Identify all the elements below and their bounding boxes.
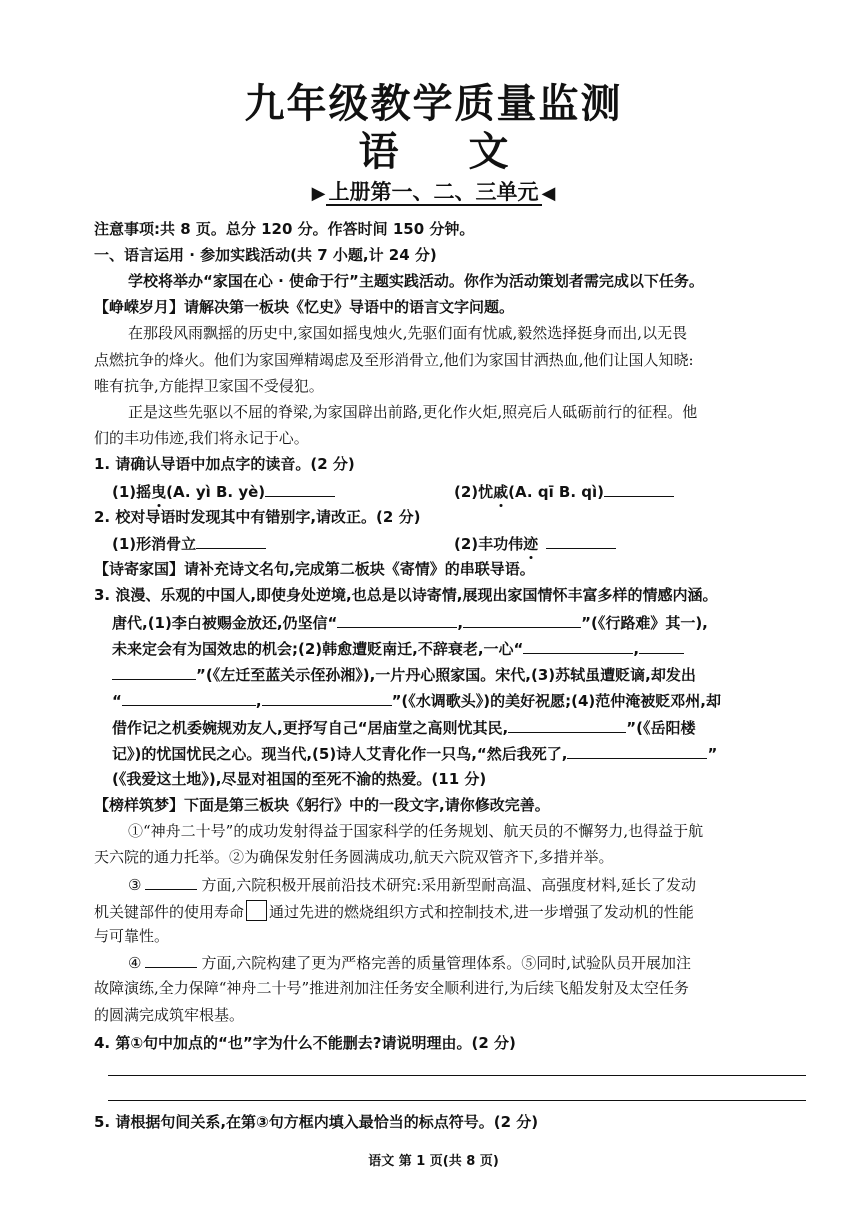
passage-line: 唯有抗争,方能捍卫家国不受侵犯。 [94, 377, 324, 395]
answer-blank[interactable] [639, 638, 684, 654]
passage-text: 方面,六院积极开展前沿技术研究:采用新型耐高温、高强度材料,延长了发动 [201, 876, 697, 894]
passage-text: 通过先进的燃烧组织方式和控制技术,进一步增强了发动机的性能 [269, 903, 694, 921]
part-instruction: 下面是第三板块《躬行》中的一段文字,请你修改完善。 [184, 796, 550, 814]
answer-blank[interactable] [262, 690, 392, 706]
question-3-line: 3. 浪漫、乐观的中国人,即使身处逆境,也总是以诗寄情,展现出家国情怀丰富多样的情感内涵。 [94, 586, 718, 604]
passage-line: 点燃抗争的烽火。他们为家国殚精竭虑及至形消骨立,他们为家国甘洒热血,他们让国人知晓: [94, 351, 694, 369]
passage-line [128, 874, 696, 895]
exam-title: 九年级教学质量监测 [244, 81, 623, 127]
answer-line[interactable] [108, 1075, 806, 1076]
q3-text: , [633, 640, 640, 658]
question-2a [112, 533, 266, 554]
passage-line: 天六院的通力托举。②为确保发射任务圆满成功,航天六院双管齐下,多措并举。 [94, 848, 614, 866]
q1b-options: (A. qī B. qì) [508, 483, 605, 501]
q1a-prefix: (1)摇 [112, 483, 152, 501]
passage-line [128, 952, 691, 973]
q3-text: 未来定会有为国效忠的机会;(2)韩愈遭贬南迁,不辞衰老,一心“ [112, 640, 524, 658]
q3-text: ” [707, 745, 718, 763]
question-3-line [112, 612, 708, 633]
question-3-line: (《我爱这土地》),尽显对祖国的至死不渝的热爱。(11 分) [112, 770, 487, 788]
triangle-left-icon: ◀ [541, 183, 556, 204]
scope-banner [0, 176, 867, 206]
sentence-marker: ③ [128, 876, 142, 894]
q3-text: ”(《行路难》其一), [581, 614, 708, 632]
question-3-line [112, 690, 721, 711]
page-footer: 语文 第 1 页(共 8 页) [368, 1154, 499, 1169]
question-2-stem: 2. 校对导语时发现其中有错别字,请改正。(2 分) [94, 508, 421, 526]
part-heading-3 [94, 795, 550, 815]
q1b-prefix: (2)忧 [454, 483, 494, 501]
q3-text: ”(《水调歌头》)的美好祝愿;(4)范仲淹被贬邓州,却 [391, 692, 721, 710]
q3-text: ”(《左迁至蓝关示侄孙湘》),一片丹心照家国。宋代,(3)苏轼虽遭贬谪,却发出 [196, 666, 696, 684]
question-3-line [112, 638, 684, 659]
part-label: 【峥嵘岁月】 [94, 298, 185, 316]
passage-line: ①“神舟二十号”的成功发射得益于国家科学的任务规划、航天员的不懈努力,也得益于航 [128, 822, 704, 840]
question-4-stem: 4. 第①句中加点的“也”字为什么不能删去?请说明理由。(2 分) [94, 1034, 516, 1052]
q2a-text: (1)形消骨立 [112, 535, 197, 553]
answer-line[interactable] [108, 1100, 806, 1101]
question-1-stem: 1. 请确认导语中加点字的读音。(2 分) [94, 455, 355, 473]
part-heading-2 [94, 559, 535, 579]
punctuation-box[interactable] [246, 900, 267, 921]
passage-line: 与可靠性。 [94, 927, 170, 945]
question-2b [454, 533, 616, 554]
part-heading-1 [94, 297, 514, 317]
q3-text: “ [112, 692, 122, 710]
dotted-char: 曳 [151, 483, 167, 501]
part-label: 【榜样筑梦】 [94, 796, 185, 814]
passage-text: 机关键部件的使用寿命 [94, 903, 245, 921]
question-1b [454, 481, 674, 502]
dotted-char: 戚 [493, 483, 509, 501]
passage-line: 正是这些先驱以不屈的脊梁,为家国辟出前路,更化作火炬,照亮后人砥砺前行的征程。他 [128, 403, 698, 421]
passage-line: 在那段风雨飘摇的历史中,家国如摇曳烛火,先驱们面有忧戚,毅然选择挺身而出,以无畏 [128, 324, 688, 342]
question-3-line [112, 664, 696, 685]
part-label: 【诗寄家国】 [94, 560, 185, 578]
sentence-marker: ④ [128, 954, 142, 972]
answer-blank[interactable] [546, 533, 616, 549]
answer-blank[interactable] [145, 874, 197, 890]
answer-blank[interactable] [112, 664, 196, 680]
question-3-line [112, 717, 695, 738]
passage-text: 方面,六院构建了更为严格完善的质量管理体系。⑤同时,试验队员开展加注 [201, 954, 691, 972]
answer-blank[interactable] [523, 638, 633, 654]
section-heading: 一、语言运用 · 参加实践活动(共 7 小题,计 24 分) [94, 246, 437, 264]
q2b-prefix: (2)丰功伟 [454, 535, 524, 553]
q3-text: , [255, 692, 262, 710]
answer-blank[interactable] [567, 743, 707, 759]
answer-blank[interactable] [196, 533, 266, 549]
passage-line [94, 900, 694, 922]
subject-title: 语文 [358, 129, 579, 175]
question-1a [112, 481, 335, 502]
part-instruction: 请解决第一板块《忆史》导语中的语言文字问题。 [184, 298, 515, 316]
q3-text: 借作记之机委婉规劝友人,更抒写自己“居庙堂之高则忧其民, [112, 719, 509, 737]
part-instruction: 请补充诗文名句,完成第二板块《寄情》的串联导语。 [184, 560, 535, 578]
dotted-char: 迹 [523, 535, 539, 553]
scope-text: 上册第一、二、三单元 [326, 180, 542, 206]
answer-blank[interactable] [604, 481, 674, 497]
section-intro: 学校将举办“家国在心 · 使命于行”主题实践活动。你作为活动策划者需完成以下任务。 [128, 272, 704, 290]
answer-blank[interactable] [508, 717, 626, 733]
answer-blank[interactable] [122, 690, 256, 706]
q3-text: 唐代,(1)李白被赐金放还,仍坚信“ [112, 614, 338, 632]
q3-text: ”(《岳阳楼 [626, 719, 696, 737]
passage-line: 的圆满完成筑牢根基。 [94, 1006, 245, 1024]
q1a-options: (A. yì B. yè) [166, 483, 266, 501]
question-5-stem: 5. 请根据句间关系,在第③句方框内填入最恰当的标点符号。(2 分) [94, 1113, 539, 1131]
question-3-line [112, 743, 717, 764]
q3-text: , [457, 614, 464, 632]
passage-line: 们的丰功伟迹,我们将永记于心。 [94, 429, 309, 447]
notice-line: 注意事项:共 8 页。总分 120 分。作答时间 150 分钟。 [94, 220, 475, 238]
passage-line: 故障演练,全力保障“神舟二十号”推进剂加注任务安全顺利进行,为后续飞船发射及太空任务 [94, 979, 689, 997]
answer-blank[interactable] [145, 952, 197, 968]
triangle-right-icon: ▶ [311, 183, 326, 204]
answer-blank[interactable] [337, 612, 457, 628]
answer-blank[interactable] [463, 612, 581, 628]
answer-blank[interactable] [265, 481, 335, 497]
q3-text: 记》)的忧国忧民之心。现当代,(5)诗人艾青化作一只鸟,“然后我死了, [112, 745, 568, 763]
